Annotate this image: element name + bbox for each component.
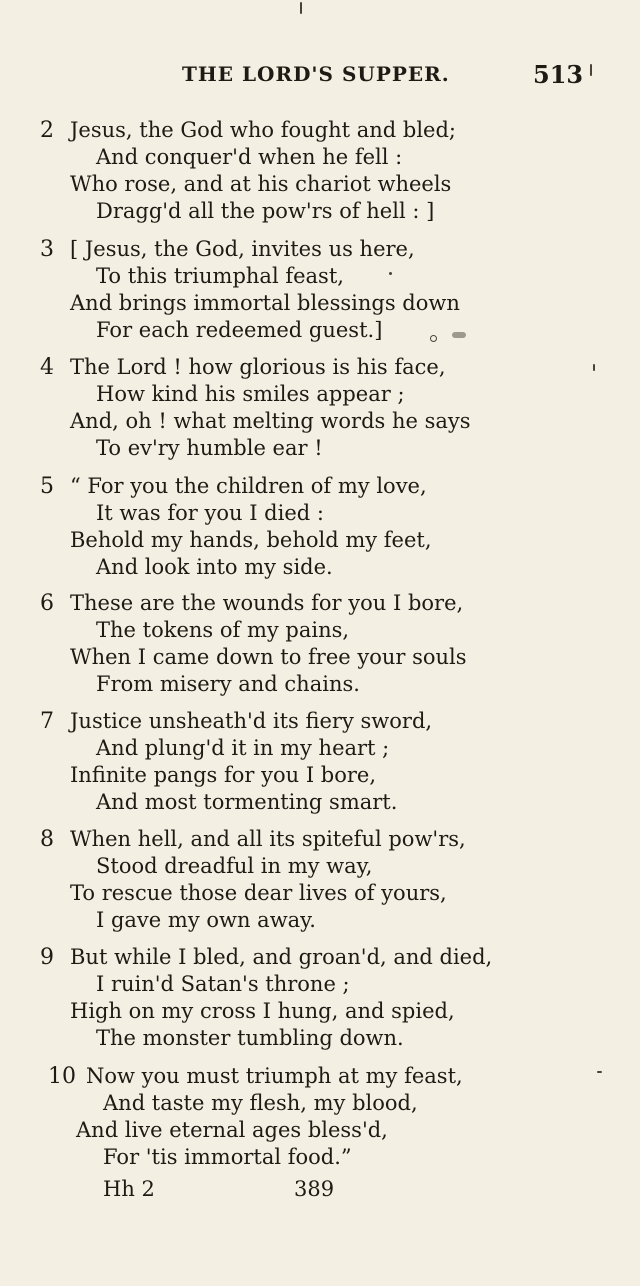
verse-line: When hell, and all its spiteful pow'rs, <box>70 827 466 851</box>
verse-line: It was for you I died : <box>96 501 324 525</box>
verse-line: To rescue those dear lives of yours, <box>70 881 447 905</box>
verse-line: And brings immortal blessings down <box>70 291 460 315</box>
verse-line: To ev'ry humble ear ! <box>96 436 323 460</box>
verse-line: These are the wounds for you I bore, <box>70 591 464 615</box>
ink-speck <box>300 2 302 14</box>
stanza-number: 6 <box>40 591 54 616</box>
stanza-number: 9 <box>40 945 54 970</box>
signature-mark: Hh 2 <box>103 1177 155 1201</box>
ink-speck <box>597 1071 602 1073</box>
footer-number: 389 <box>294 1177 335 1201</box>
ink-speck <box>590 64 592 76</box>
verse-line: I gave my own away. <box>96 908 316 932</box>
verse-line: When I came down to free your souls <box>70 645 467 669</box>
verse-line: Behold my hands, behold my feet, <box>70 528 432 552</box>
verse-line: And conquer'd when he fell : <box>96 145 403 169</box>
verse-line: Stood dreadful in my way, <box>96 854 373 878</box>
verse-line: Justice unsheath'd its fiery sword, <box>70 709 433 733</box>
verse-line: The monster tumbling down. <box>96 1026 404 1050</box>
ink-speck <box>593 364 595 371</box>
verse-line: The Lord ! how glorious is his face, <box>70 355 446 379</box>
verse-line: But while I bled, and groan'd, and died, <box>70 945 493 969</box>
verse-line: Now you must triumph at my feast, <box>86 1064 463 1088</box>
ink-speck <box>452 332 466 338</box>
verse-line: And plung'd it in my heart ; <box>96 736 390 760</box>
verse-line: And look into my side. <box>96 555 333 579</box>
verse-line: [ Jesus, the God, invites us here, <box>70 237 415 261</box>
verse-line: The tokens of my pains, <box>96 618 350 642</box>
stanza-number: 5 <box>40 474 54 499</box>
stanza-number: 7 <box>40 709 54 734</box>
verse-line: And, oh ! what melting words he says <box>70 409 471 433</box>
verse-line: From misery and chains. <box>96 672 360 696</box>
verse-line: And live eternal ages bless'd, <box>76 1118 388 1142</box>
verse-line: Infinite pangs for you I bore, <box>70 763 377 787</box>
verse-line: High on my cross I hung, and spied, <box>70 999 455 1023</box>
verse-line: I ruin'd Satan's throne ; <box>96 972 350 996</box>
verse-line: For 'tis immortal food.” <box>103 1145 352 1169</box>
ink-speck <box>389 272 392 275</box>
stanza-number: 2 <box>40 118 54 143</box>
stanza-number: 3 <box>40 237 54 262</box>
verse-line: Who rose, and at his chariot wheels <box>70 172 452 196</box>
stanza-number: 8 <box>40 827 54 852</box>
stanza-number: 4 <box>40 355 54 380</box>
ink-speck <box>430 335 437 342</box>
verse-line: Jesus, the God who fought and bled; <box>70 118 456 142</box>
verse-line: And taste my flesh, my blood, <box>103 1091 418 1115</box>
verse-line: For each redeemed guest.] <box>96 318 383 342</box>
verse-line: And most tormenting smart. <box>96 790 398 814</box>
verse-line: How kind his smiles appear ; <box>96 382 405 406</box>
page-number: 513 <box>533 60 584 89</box>
running-head: THE LORD'S SUPPER. <box>182 62 450 86</box>
verse-line: “ For you the children of my love, <box>70 474 427 498</box>
verse-line: Dragg'd all the pow'rs of hell : ] <box>96 199 435 223</box>
stanza-number: 10 <box>48 1064 76 1089</box>
verse-line: To this triumphal feast, <box>96 264 344 288</box>
